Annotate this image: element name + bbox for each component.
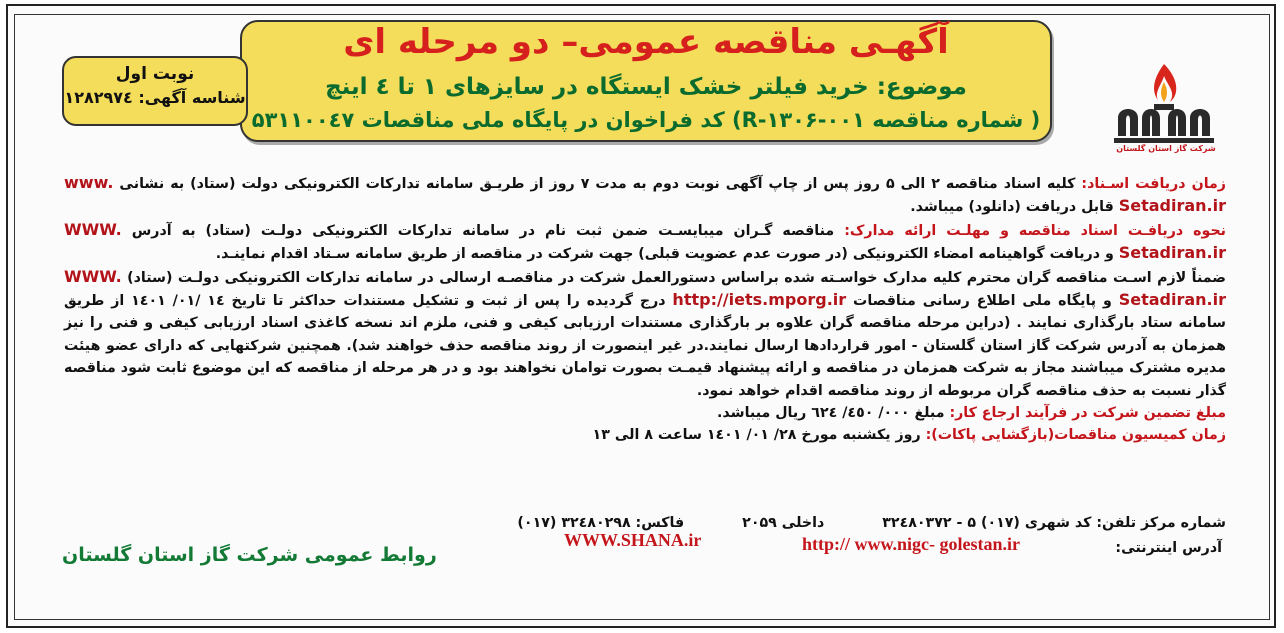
notice-subject: موضوع: خرید فیلتر خشک ایستگاه در سایزهای ۱ تا ٤ اینچ xyxy=(325,74,967,100)
web-address-label: آدرس اینترنتی: xyxy=(1115,540,1222,556)
tender-number: ( شماره مناقصه R-۱۳۰۶-۰۰۱) کد فراخوان در پایگاه ملی مناقصات ۵۳۱۱۰۰٤۷ xyxy=(251,108,1041,132)
gas-flame-logo-icon xyxy=(1108,58,1220,158)
paragraph-guarantee: مبلغ تضمین شرکت در فرآیند ارجاع کار: مبلغ ۰۰۰/ ٤٥۰/ ٦٢٤ ریال میباشد. xyxy=(717,405,1226,422)
nigc-website-link[interactable]: http:// www.nigc- golestan.ir xyxy=(802,534,1020,554)
paragraph-requirements: ضمناً لازم اسـت مناقصه گران محترم کلیه مدارک خواسـته شده براساس دستورالعمل شرکت در مناقصـه ارسالی در سامانه تدارکات الکترونیکی دولـت (ستاد) WWW. Setadiran.ir و پایگاه ملی اطلاع رسانی مناقصات http://iets.mporg.ir درج گردیده را پس از ثبت و تشکیل مستندات حداکثر تا تاریخ ١٤ /٠١/ ١٤٠١ از طریق سامانه ستاد بارگذاری نمایند . (دراین مرحله مناقصه گران علاوه بر بارگذاری مستندات ارزیابی کیفی و فنی، ملزم اند نسخه کاغذی اسناد ارزیابی کیفی و فنی را نیز همزمان به آدرس شرکت گاز استان گلستان - امور قراردادها ارسال نمایند.در غیر اینصورت از روند مناقصه حذف خواهند شد). همچنین شرکتهایی که دارای عضو هیئت مدیره مشترک میباشند مجاز به شرکت همزمان در مناقصه و ارائه پیشنهاد قیمـت بصورت توامان نخواهند بود و در هر مرحله از مناقصه که این موضوع ثابت شود مناقصه گذار نسبت به حذف مناقصه گران مربوطه از روند مناقصه اقدام خواهد نمود. xyxy=(64,266,1227,399)
company-logo xyxy=(1108,58,1220,158)
paragraph-document-receipt: زمان دریافت اسـناد: کلیه اسناد مناقصه ۲ الی ۵ روز پس از چاپ آگهی نوبت دوم به مدت ۷ روز از طریـق سامانه تدارکات الکترونیکی دولت (ستاد) به نشانی www. Setadiran.ir قابل دریافت (دانلود) میباشد. xyxy=(64,173,1226,216)
iets-link[interactable]: http://iets.mporg.ir xyxy=(672,290,847,310)
company-logo-caption: شرکت گاز استان گلستان xyxy=(1116,144,1216,153)
paragraph-submission: نحوه دریافـت اسناد مناقصه و مهلـت ارائه مدارک: مناقصه گـران میبایسـت ضمن ثبت نام در سامانه تدارکات الکترونیکی دولـت (ستاد) به آدرس WWW. Setadiran.ir و دریافت گواهینامه امضاء الکترونیکی (در صورت عدم عضویت قبلی) جهت شرکت در مناقصه از طریق سامانه سـتاد اقدام نماینـد. xyxy=(64,219,1226,263)
fax-number: فاکس: ۳۲٤۸۰۲۹۸ (۰۱۷) xyxy=(517,515,685,531)
round-badge xyxy=(62,56,248,126)
internal-number: داخلی ۲۰۵۹ xyxy=(742,515,825,531)
public-relations-signature: روابط عمومی شرکت گاز استان گلستان xyxy=(62,544,437,566)
heading-guarantee: مبلغ تضمین شرکت در فرآیند ارجاع کار: xyxy=(949,405,1226,422)
round-label: نوبت اول xyxy=(115,64,195,84)
setadiran-link-2[interactable]: WWW. Setadiran.ir xyxy=(64,219,1226,263)
paragraph-commission: زمان کمیسیون مناقصات(بازگشایی پاکات): روز یکشنبه مورخ ٢٨/ ٠١/ ١٤٠١ ساعت ٨ الی ١٣ xyxy=(592,427,1226,444)
heading-receipt-time: زمان دریافت اسـناد: xyxy=(1081,176,1226,192)
heading-submission: نحوه دریافـت اسناد مناقصه و مهلـت ارائه مدارک: xyxy=(844,222,1226,239)
notice-title: آگهـی مناقصه عمومی– دو مرحله ای xyxy=(343,22,949,62)
bold-requirement: ملزم اند نسخه کاغذی اسناد ارزیابی کیفی و فنی را نیز همزمان xyxy=(64,315,1226,354)
notice-body xyxy=(64,172,1226,447)
phone-number: شماره مرکز تلفن: کد شهری (۰۱۷) ۵ - ۳۲٤۸۰۳۷۲ xyxy=(882,515,1226,531)
setadiran-link[interactable]: www. Setadiran.ir xyxy=(64,173,1226,216)
heading-commission: زمان کمیسیون مناقصات(بازگشایی پاکات): xyxy=(925,427,1226,444)
ad-id: شناسه آگهی: ۱۲۸۲۹۷٤ xyxy=(64,88,246,107)
shana-website-link[interactable]: WWW.SHANA.ir xyxy=(564,530,702,550)
setadiran-link-3[interactable]: WWW. Setadiran.ir xyxy=(64,266,1227,310)
